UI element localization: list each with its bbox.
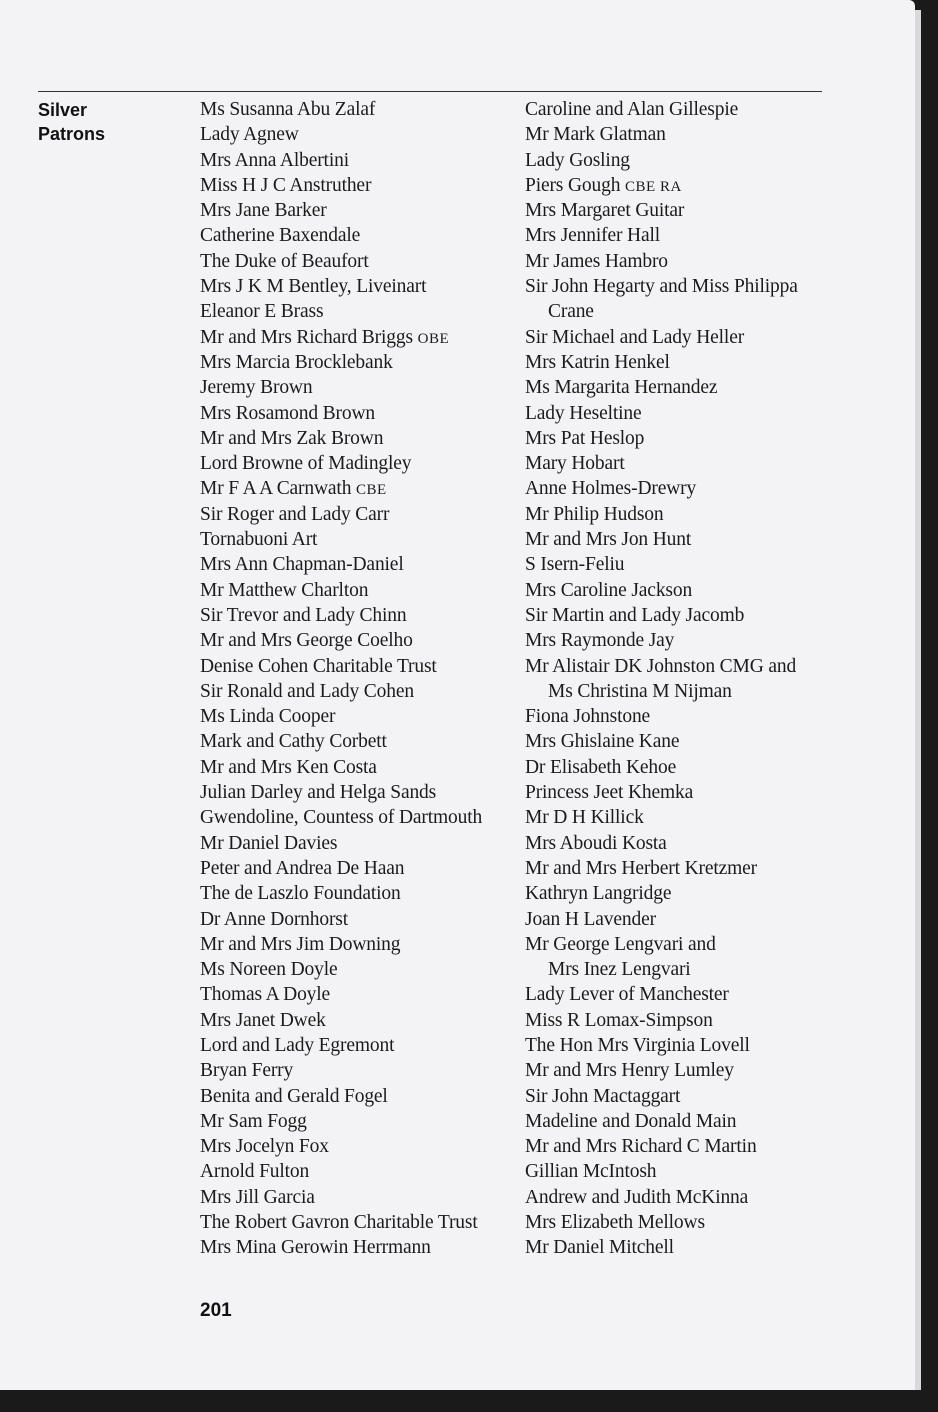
patron-honours: OBE: [417, 330, 450, 347]
section-heading-line-2: Patrons: [38, 124, 106, 144]
patron-name-text: Mrs Ann Chapman-Daniel: [200, 554, 404, 576]
patron-name: [200, 527, 505, 552]
patron-name: [200, 552, 505, 577]
page-edge: [915, 10, 921, 1390]
patron-name: [200, 97, 505, 122]
patron-name-text: S Isern-Feliu: [525, 554, 625, 576]
patron-name-text: Mrs Jennifer Hall: [525, 225, 660, 247]
patron-name: [525, 401, 825, 426]
patron-name: [200, 451, 505, 476]
patron-name: [525, 831, 825, 856]
patron-name-text: Mrs Rosamond Brown: [200, 402, 375, 424]
patron-name: [525, 1210, 825, 1235]
patron-name-text: Sir John Mactaggart: [525, 1085, 681, 1107]
patron-name: [200, 603, 505, 628]
patron-name: [525, 350, 825, 375]
patron-name-text: Mrs Margaret Guitar: [525, 200, 685, 222]
patrons-list-right: [525, 97, 825, 1261]
patron-name: [525, 780, 825, 805]
patron-name: [200, 274, 505, 299]
patron-name: [525, 148, 825, 173]
patron-name-text: Mr Mark Glatman: [525, 124, 666, 146]
patron-name-text: Mr and Mrs Ken Costa: [200, 756, 377, 778]
patron-name: [525, 907, 825, 932]
patron-name-text: Mr Daniel Mitchell: [525, 1237, 674, 1259]
patron-name: [200, 881, 505, 906]
patron-name-continued: Crane: [548, 301, 594, 323]
patron-name-text: Mr and Mrs Zak Brown: [200, 427, 384, 449]
patron-name-text: Mrs Anna Albertini: [200, 149, 349, 171]
patron-name: [200, 198, 505, 223]
patron-name-text: Dr Elisabeth Kehoe: [525, 756, 677, 778]
patron-name-text: The Robert Gavron Charitable Trust: [200, 1212, 478, 1234]
patron-name: [200, 654, 505, 679]
patron-name-text: Benita and Gerald Fogel: [200, 1085, 388, 1107]
patron-name: [200, 932, 505, 957]
patron-name-text: Tornabuoni Art: [200, 529, 318, 551]
patron-name: [525, 704, 825, 729]
patron-name: [200, 805, 505, 830]
patron-name-text: Fiona Johnstone: [525, 706, 651, 728]
patron-honours: CBE RA: [625, 178, 682, 195]
patron-name: [525, 198, 825, 223]
patron-name-text: Mrs Aboudi Kosta: [525, 832, 667, 854]
patron-name-text: Mr and Mrs Jim Downing: [200, 933, 401, 955]
patron-name: [200, 426, 505, 451]
patron-name-text: Mrs Jocelyn Fox: [200, 1136, 329, 1158]
patron-name: [200, 173, 505, 198]
patron-name: [525, 552, 825, 577]
patron-name: [525, 1185, 825, 1210]
patron-name: [525, 122, 825, 147]
patron-name-text: Mrs Caroline Jackson: [525, 579, 693, 601]
patron-honours: CBE: [356, 482, 387, 499]
patron-name-text: Mr Matthew Charlton: [200, 579, 369, 601]
patron-name-text: Mrs Raymonde Jay: [525, 630, 675, 652]
patron-name-text: Mark and Cathy Corbett: [200, 731, 387, 753]
patron-name-text: Lady Agnew: [200, 124, 299, 146]
patron-name: [525, 1109, 825, 1134]
patron-name-text: Piers Gough: [525, 174, 621, 196]
patron-name: [200, 578, 505, 603]
patron-name-text: Andrew and Judith McKinna: [525, 1186, 749, 1208]
patron-name-text: Arnold Fulton: [200, 1161, 310, 1183]
patron-name: [200, 704, 505, 729]
patron-name-text: Jeremy Brown: [200, 377, 313, 399]
patron-name: [525, 1134, 825, 1159]
patron-name-text: Mrs Elizabeth Mellows: [525, 1212, 705, 1234]
patron-name-text: Ms Margarita Hernandez: [525, 377, 718, 399]
patron-name: [525, 932, 825, 983]
patron-name-text: Thomas A Doyle: [200, 984, 331, 1006]
patron-name: [200, 502, 505, 527]
patron-name: [525, 603, 825, 628]
patron-name: [525, 173, 825, 198]
patron-name: [200, 755, 505, 780]
patron-name: [525, 1159, 825, 1184]
patron-name-text: Ms Susanna Abu Zalaf: [200, 99, 376, 120]
patron-name: [525, 451, 825, 476]
patron-name: [525, 1033, 825, 1058]
patron-name-text: Denise Cohen Charitable Trust: [200, 655, 437, 677]
patron-name-text: Mr and Mrs Henry Lumley: [525, 1060, 734, 1082]
patron-name-text: Bryan Ferry: [200, 1060, 294, 1082]
section-divider: [38, 91, 822, 92]
patron-name: [525, 274, 825, 325]
patron-name: [525, 476, 825, 501]
patron-name: [200, 325, 505, 350]
patron-name-continued: Mrs Inez Lengvari: [548, 959, 691, 981]
patron-name-text: Mrs J K M Bentley, Liveinart: [200, 276, 427, 298]
patron-name: [200, 299, 505, 324]
patron-name-text: Mary Hobart: [525, 453, 625, 475]
patron-name-text: Mr Sam Fogg: [200, 1110, 307, 1132]
patron-name-text: Peter and Andrea De Haan: [200, 857, 405, 879]
patron-name: [525, 805, 825, 830]
patron-name-text: Anne Holmes-Drewry: [525, 478, 697, 500]
patron-name: [525, 654, 825, 705]
patron-name: [525, 325, 825, 350]
patron-name: [200, 679, 505, 704]
patron-name: [525, 856, 825, 881]
patron-name: [200, 122, 505, 147]
patron-name: [200, 856, 505, 881]
patron-name: [200, 1235, 505, 1260]
patron-name: [200, 375, 505, 400]
patron-name-text: Mrs Jill Garcia: [200, 1186, 315, 1208]
patron-name: [525, 1008, 825, 1033]
patron-name-text: Gwendoline, Countess of Dartmouth: [200, 807, 483, 829]
patron-name-continued: Ms Christina M Nijman: [548, 680, 732, 702]
patron-name-text: Kathryn Langridge: [525, 883, 672, 905]
patron-name: [200, 1058, 505, 1083]
patron-name: [200, 907, 505, 932]
patron-name-text: Mr James Hambro: [525, 250, 668, 272]
patron-name-text: Miss H J C Anstruther: [200, 174, 372, 196]
patron-name: [525, 1058, 825, 1083]
patron-name: [525, 628, 825, 653]
patron-name-text: Lady Heseltine: [525, 402, 642, 424]
patron-name-text: Julian Darley and Helga Sands: [200, 782, 437, 804]
patron-name-text: Mr and Mrs Jon Hunt: [525, 529, 692, 551]
patron-name: [200, 729, 505, 754]
patron-name-text: Dr Anne Dornhorst: [200, 908, 349, 930]
section-heading: [38, 98, 105, 146]
patron-name-text: Sir Roger and Lady Carr: [200, 503, 390, 525]
patron-name-text: Lord Browne of Madingley: [200, 453, 412, 475]
patron-name-text: Mrs Marcia Brocklebank: [200, 351, 393, 373]
patron-name-text: Sir Michael and Lady Heller: [525, 326, 745, 348]
patron-name: [200, 1008, 505, 1033]
patron-name: [200, 350, 505, 375]
patron-name-text: Mr D H Killick: [525, 807, 644, 829]
patron-name: [525, 426, 825, 451]
patron-name: [200, 1185, 505, 1210]
patron-name: [200, 831, 505, 856]
patron-name: [525, 881, 825, 906]
patron-name: [200, 1210, 505, 1235]
patron-name: [200, 1109, 505, 1134]
patron-name-text: The Hon Mrs Virginia Lovell: [525, 1034, 750, 1056]
patron-name-text: Sir Martin and Lady Jacomb: [525, 604, 745, 626]
patron-name-text: Gillian McIntosh: [525, 1161, 657, 1183]
patron-name-text: Lady Gosling: [525, 149, 630, 171]
patrons-list-left: [200, 97, 505, 1261]
patron-name: [525, 578, 825, 603]
patron-name: [200, 476, 505, 501]
patron-name-text: The de Laszlo Foundation: [200, 883, 401, 905]
patron-name-text: Mr George Lengvari and: [525, 933, 716, 955]
patron-name-text: Lady Lever of Manchester: [525, 984, 729, 1006]
patron-name: [200, 1134, 505, 1159]
patron-name: [200, 780, 505, 805]
patron-name-text: Mr Alistair DK Johnston CMG and: [525, 655, 797, 677]
patron-name-text: Catherine Baxendale: [200, 225, 361, 247]
patron-name-text: Mr Philip Hudson: [525, 503, 664, 525]
patron-name: [525, 249, 825, 274]
patron-name-text: Mrs Ghislaine Kane: [525, 731, 680, 753]
patron-name-text: Mr F A A Carnwath: [200, 478, 352, 500]
patron-name: [525, 755, 825, 780]
section-heading-line-1: Silver: [38, 100, 88, 120]
patron-name: [525, 982, 825, 1007]
patron-name-text: Sir John Hegarty and Miss Philippa: [525, 276, 798, 298]
patron-name-text: Lord and Lady Egremont: [200, 1034, 395, 1056]
patron-name-text: Mr and Mrs Herbert Kretzmer: [525, 857, 758, 879]
patron-name: [525, 502, 825, 527]
patron-name: [200, 1084, 505, 1109]
patron-name: [525, 1084, 825, 1109]
patron-name-text: Mrs Jane Barker: [200, 200, 327, 222]
patron-name: [525, 223, 825, 248]
patron-name-text: Mrs Katrin Henkel: [525, 351, 670, 373]
patron-name-text: Mr and Mrs Richard C Martin: [525, 1136, 757, 1158]
patron-name-text: Mrs Janet Dwek: [200, 1009, 326, 1031]
patron-name-text: Mr and Mrs Richard Briggs: [200, 326, 413, 348]
patron-name: [200, 1159, 505, 1184]
patron-name-text: The Duke of Beaufort: [200, 250, 369, 272]
patron-name-text: Joan H Lavender: [525, 908, 656, 930]
patron-name: [200, 1033, 505, 1058]
patron-name-text: Ms Linda Cooper: [200, 706, 336, 728]
patron-name-text: Sir Trevor and Lady Chinn: [200, 604, 407, 626]
patron-name: [525, 375, 825, 400]
patron-name-text: Mrs Mina Gerowin Herrmann: [200, 1237, 431, 1259]
patron-name: [200, 957, 505, 982]
patron-name-text: Mr and Mrs George Coelho: [200, 630, 413, 652]
patron-name: [200, 401, 505, 426]
patron-name-text: Ms Noreen Doyle: [200, 959, 338, 981]
patron-name-text: Mrs Pat Heslop: [525, 427, 645, 449]
patron-name-text: Sir Ronald and Lady Cohen: [200, 680, 414, 702]
patron-name-text: Caroline and Alan Gillespie: [525, 99, 739, 120]
page-number: 201: [200, 1300, 232, 1321]
patron-name: [200, 148, 505, 173]
patron-name-text: Eleanor E Brass: [200, 301, 324, 323]
patron-name-text: Miss R Lomax-Simpson: [525, 1009, 713, 1031]
patron-name-text: Mr Daniel Davies: [200, 832, 338, 854]
patron-name-text: Madeline and Donald Main: [525, 1110, 737, 1132]
patron-name: [200, 249, 505, 274]
patron-name: [200, 628, 505, 653]
patron-name: [525, 729, 825, 754]
patron-name: [525, 97, 825, 122]
patron-name-text: Princess Jeet Khemka: [525, 782, 694, 804]
patron-name: [200, 982, 505, 1007]
patron-name: [200, 223, 505, 248]
patron-name: [525, 527, 825, 552]
patron-name: [525, 1235, 825, 1260]
